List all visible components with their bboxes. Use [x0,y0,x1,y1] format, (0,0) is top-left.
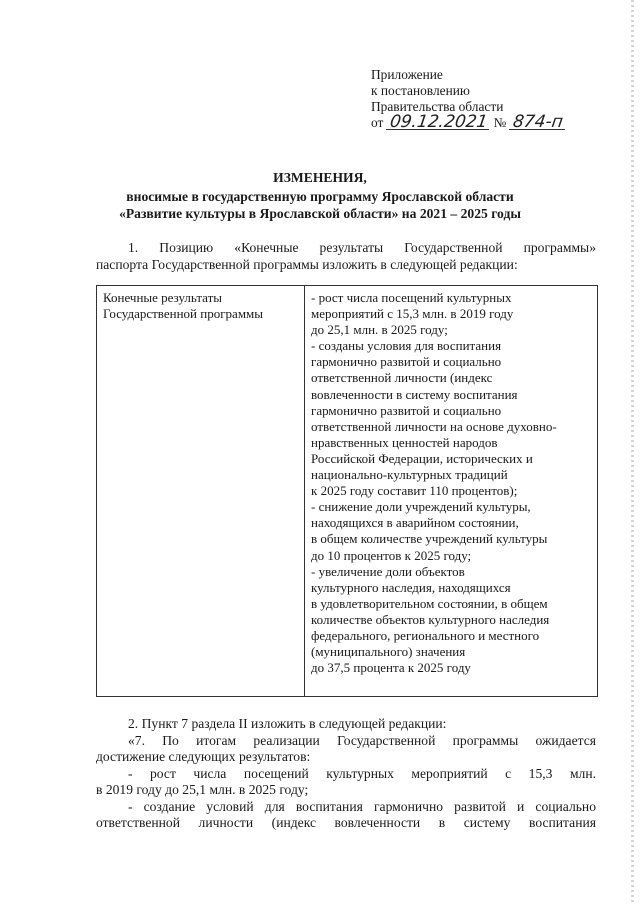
table-value-line: вовлеченности в систему воспитания [311,386,518,402]
number-prefix: № [493,115,507,130]
item-1-paragraph [96,240,596,273]
table-value-line: в удовлетворительном состоянии, в общем [311,595,548,611]
table-label-line-2: Государственной программы [103,306,264,322]
item-2-p2-line-1: - рост числа посещений культурных мероприятий с 15,3 млн. [128,765,596,781]
table-value-line: гармонично развитой и социально [311,402,502,418]
document-heading: ИЗМЕНЕНИЯ, [273,170,367,185]
table-value-line: ответственной личности на основе духовно- [311,418,557,434]
item-1-line-1: 1. Позицию «Конечные результаты Государственной программы» [128,240,596,255]
table-value-line: нравственных ценностей народов [311,434,498,450]
table-value-line: федерального, регионального и местного [311,627,540,643]
handwritten-date: 09.12.2021 [386,115,491,130]
item-2-p3-line-2: ответственной личности (индекс вовлеченности в систему воспитания [96,815,596,830]
table-value-line: - созданы условия для воспитания [311,338,502,354]
table-value-line: - рост числа посещений культурных [311,290,512,305]
table-value-line: (муниципального) значения [311,644,466,660]
table-value-line: находящихся в аварийном состоянии, [311,515,519,531]
table-label-line-1: Конечные результаты [103,290,223,305]
item-2-p1-line-1: «7. По итогам реализации Государственной программы ожидается [128,732,596,748]
item-2-p1-line-2: достижение следующих результатов: [96,749,311,764]
table-row [97,286,598,697]
date-prefix: от [371,115,384,130]
item-2-p2-line-2: в 2019 году до 25,1 млн. в 2025 году; [96,782,309,797]
table-value-line: к 2025 году составит 110 процентов); [311,483,518,499]
table-value-line: в общем количестве учреждений культуры [311,531,548,547]
table-value-line: - увеличение доли объектов [311,563,465,579]
table-value-line: до 37,5 процента к 2025 году [311,660,471,676]
table-label-cell [97,286,305,697]
table-value-line: до 25,1 млн. в 2025 году; [311,322,448,338]
table-value-line: культурного наследия, находящихся [311,579,511,595]
table-value-line: ответственной личности (индекс [311,370,493,386]
approval-line-2: к постановлению [371,83,470,98]
table-value-line: гармонично развитой и социально [311,354,502,370]
table-value-line: до 10 процентов к 2025 году; [311,547,472,563]
scan-edge-artifact [631,0,634,905]
document-subtitle-2: «Развитие культуры в Ярославской области» на 2021 – 2025 годы [119,206,521,221]
table-value-cell [305,286,598,697]
item-2-line-1: 2. Пункт 7 раздела II изложить в следующей редакции: [128,716,447,731]
table-value-line: мероприятий с 15,3 млн. в 2019 году [311,306,514,322]
item-2-paragraph [96,716,596,832]
table-value-line: Российской Федерации, исторических и [311,450,533,466]
approval-date-row [371,112,565,132]
document-subtitle-1: вносимые в государственную программу Ярославской области [126,189,514,204]
table-value-line: национально-культурных традиций [311,467,508,483]
item-2-p3-line-1: - создание условий для воспитания гармонично развитой и социально [128,798,596,814]
table-value-line: количестве объектов культурного наследия [311,611,550,627]
handwritten-number: 874-п [509,115,567,130]
approval-line-1: Приложение [371,67,443,82]
approval-line-3: Правительства области [371,99,504,114]
results-table [96,285,598,697]
table-value-line: - снижение доли учреждений культуры, [311,499,531,515]
item-1-line-2: паспорта Государственной программы изложить в следующей редакции: [96,256,518,272]
approval-block [371,67,565,131]
